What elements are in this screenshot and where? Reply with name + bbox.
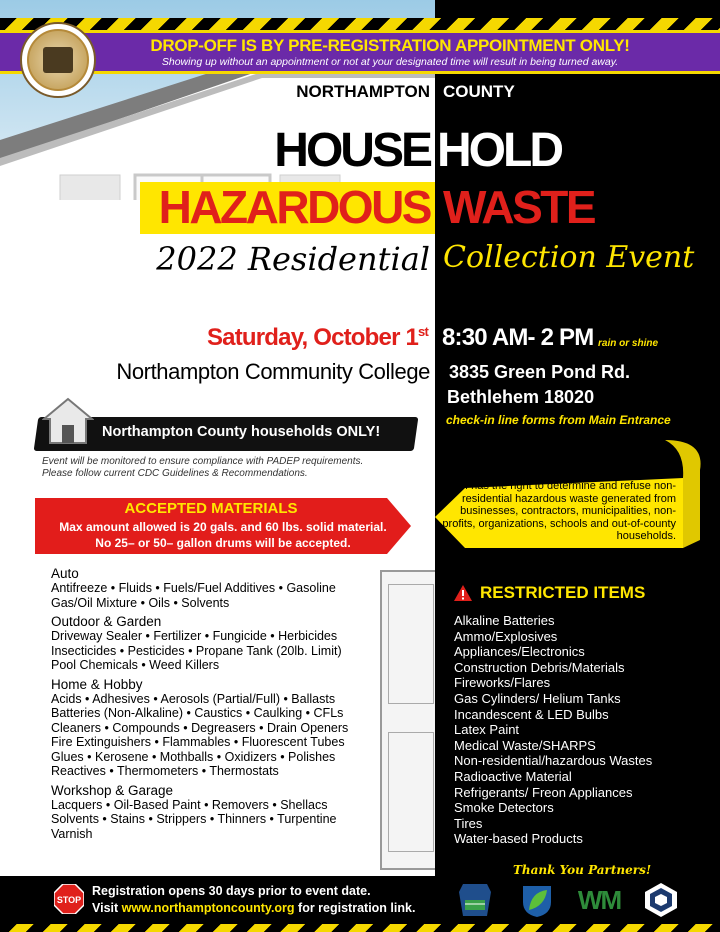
- title-collection-event: Collection Event: [443, 240, 695, 275]
- restricted-items-section: [454, 583, 652, 847]
- partners-title: Thank You Partners!: [513, 863, 652, 877]
- stop-sign-icon: [54, 884, 84, 914]
- county-name-left: NORTHAMPTON: [296, 82, 430, 101]
- event-time: 8:30 AM- 2 PM: [442, 324, 594, 351]
- item-line: Antifreeze • Fluids • Fuels/Fuel Additives • Gasoline: [51, 581, 336, 595]
- county-seal-logo: [20, 22, 96, 98]
- title-hazardous: HAZARDOUS: [158, 181, 430, 233]
- address-line-2: Bethlehem 18020: [447, 387, 595, 407]
- restricted-item: Gas Cylinders/ Helium Tanks: [454, 690, 621, 706]
- item-line: Fire Extinguishers • Flammables • Fluorescent Tubes: [51, 735, 345, 749]
- item-line: Gas/Oil Mixture • Oils • Solvents: [51, 595, 230, 610]
- restricted-item: Incandescent & LED Bulbs: [454, 706, 609, 722]
- accepted-title: ACCEPTED MATERIALS: [124, 500, 298, 517]
- environmental-logo: [517, 882, 557, 918]
- restricted-title: [454, 583, 652, 603]
- registration-link[interactable]: www.northamptoncounty.org: [121, 901, 295, 915]
- category-items: [51, 629, 381, 673]
- category-items: [51, 798, 381, 842]
- partner-logos: [455, 882, 681, 918]
- wm-logo-text: WM: [577, 884, 621, 915]
- item-line: Cleaners • Compounds • Degreasers • Drain Openers: [51, 720, 349, 735]
- restricted-item: Latex Paint: [454, 722, 520, 738]
- seal-inner-ring: [27, 29, 89, 91]
- badge-icon: [643, 882, 679, 918]
- title-house: HOUSE: [274, 124, 430, 177]
- monitor-note-line-1: Event will be monitored to ensure compliance with PADEP requirements.: [42, 456, 364, 467]
- item-line: Glues • Kerosene • Mothballs • Oxidizers • Polishes: [51, 749, 336, 764]
- restricted-item: Appliances/Electronics: [454, 644, 585, 660]
- monitor-note: [42, 456, 363, 480]
- event-date-text: Saturday, October 1: [206, 324, 419, 351]
- staff-note: Staff has the right to determine and refuse non-residential hazardous waste generated from businesses, contractors, municipalities, non-profits, organizations, schools and out-of-county households.: [442, 480, 676, 542]
- category-items: [51, 581, 381, 610]
- item-line: Acids • Adhesives • Aerosols (Partial/Full) • Ballasts: [51, 691, 336, 706]
- hazard-stripe-top: [0, 18, 720, 30]
- category-items: [51, 692, 381, 779]
- restricted-item: Ammo/Explosives: [454, 628, 558, 644]
- category-outdoor-garden: Outdoor & Garden: [51, 614, 162, 629]
- leaf-shield-icon: [519, 882, 555, 918]
- restricted-item: Non-residential/hazardous Wastes: [454, 753, 653, 769]
- pa-keystone-logo: [455, 882, 495, 918]
- item-line: Driveway Sealer • Fertilizer • Fungicide • Herbicides: [51, 629, 338, 643]
- hazard-stripe-bottom: [0, 924, 720, 932]
- restricted-item: Tires: [454, 815, 483, 831]
- registration-line-2: [92, 901, 415, 915]
- category-home-hobby: Home & Hobby: [51, 676, 143, 692]
- door-illustration: [380, 570, 435, 870]
- item-line: Insecticides • Pesticides • Propane Tank (20lb. Limit): [51, 643, 342, 658]
- event-date-suffix: st: [418, 324, 428, 339]
- households-only-text: Northampton County households ONLY!: [102, 424, 381, 440]
- item-line: Pool Chemicals • Weed Killers: [51, 658, 220, 672]
- door-panel-bottom: [388, 732, 434, 852]
- keystone-icon: [457, 882, 493, 918]
- county-name-right: COUNTY: [443, 82, 515, 101]
- stop-sign-text: STOP: [56, 895, 82, 905]
- restricted-title-text: RESTRICTED ITEMS: [480, 583, 646, 602]
- title-waste: WASTE: [443, 181, 595, 233]
- restricted-item: Water-based Products: [454, 831, 583, 847]
- restricted-item: Medical Waste/SHARPS: [454, 737, 596, 753]
- item-line: Solvents • Stains • Strippers • Thinners • Turpentine: [51, 812, 337, 826]
- wm-logo: [579, 882, 619, 918]
- restricted-item: Construction Debris/Materials: [454, 659, 625, 675]
- seal-emblem: [43, 47, 73, 73]
- title-residential: 2022 Residential: [156, 240, 430, 278]
- registration-line-1: Registration opens 30 days prior to event date.: [92, 884, 371, 898]
- item-line: Varnish: [51, 826, 93, 841]
- accepted-note-1: Max amount allowed is 20 gals. and 60 lbs. solid material.: [59, 520, 387, 534]
- restricted-item: Radioactive Material: [454, 768, 572, 784]
- accepted-note-2: No 25– or 50– gallon drums will be accepted.: [95, 536, 351, 550]
- accepted-materials-list: [51, 566, 381, 841]
- warning-icon: [454, 585, 472, 601]
- item-line: Lacquers • Oil-Based Paint • Removers • Shellacs: [51, 797, 328, 812]
- weather-note: rain or shine: [598, 338, 659, 349]
- monitor-note-line-2: Please follow current CDC Guidelines & Recommendations.: [42, 468, 308, 479]
- event-date: [207, 324, 428, 352]
- registration-suffix: for registration link.: [294, 901, 416, 915]
- registration-prefix: Visit: [92, 901, 122, 915]
- category-auto: Auto: [51, 566, 79, 581]
- door-panel-top: [388, 584, 434, 704]
- checkin-note: check-in line forms from Main Entrance: [446, 413, 671, 427]
- address-line-1: 3835 Green Pond Rd.: [449, 362, 631, 382]
- banner-subtitle: Showing up without an appointment or not at your designated time will result in being turned away.: [161, 56, 619, 68]
- restricted-item: Smoke Detectors: [454, 800, 554, 816]
- house-icon: [42, 397, 94, 445]
- venue-name: Northampton Community College: [116, 359, 430, 384]
- pre-registration-banner: [0, 30, 720, 74]
- item-line: Batteries (Non-Alkaline) • Caustics • Caulking • CFLs: [51, 706, 344, 720]
- category-workshop-garage: Workshop & Garage: [51, 782, 174, 798]
- restricted-item: Refrigerants/ Freon Appliances: [454, 784, 633, 800]
- restricted-item: Alkaline Batteries: [454, 613, 555, 628]
- title-hold: HOLD: [437, 124, 561, 177]
- banner-title: DROP-OFF IS BY PRE-REGISTRATION APPOINTMENT ONLY!: [150, 36, 630, 55]
- partner-badge-logo: [641, 882, 681, 918]
- restricted-item: Fireworks/Flares: [454, 675, 551, 691]
- item-line: Reactives • Thermometers • Thermostats: [51, 764, 279, 778]
